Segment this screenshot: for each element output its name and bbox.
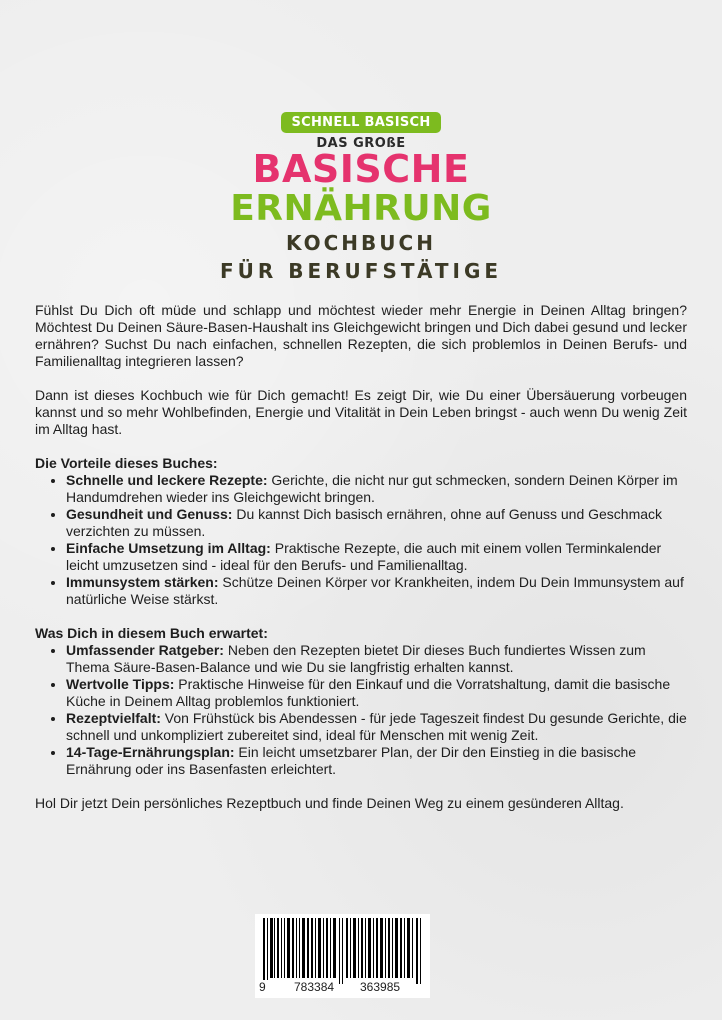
logo-title-ernaehrung: ERNÄHRUNG (230, 188, 492, 229)
barcode-digit-prefix: 9 (259, 980, 266, 994)
list-item: • Immunsystem stärken: Schütze Deinen Körper vor Krankheiten, indem Du Dein Immunsystem auf natürliche Weise stärkst. (66, 574, 687, 608)
blurb (35, 302, 687, 812)
list-item: • Wertvolle Tipps: Praktische Hinweise für den Einkauf und die Vorratshaltung, damit die basische Küche in Deinem Alltag problemlos funktioniert. (66, 676, 687, 710)
list-item: • Umfassender Ratgeber: Neben den Rezepten bietet Dir dieses Buch fundiertes Wissen zum Thema Säure-Basen-Balance und wie Du sie langfristig erhalten kannst. (66, 642, 687, 676)
logo-title-basische: BASISCHE (252, 147, 470, 191)
series-badge: SCHNELL BASISCH (281, 112, 440, 133)
logo-title-audience: FÜR BERUFSTÄTIGE (219, 259, 503, 283)
intro-paragraph-2: Dann ist dieses Kochbuch wie für Dich gemacht! Es zeigt Dir, wie Du einer Übersäuerung vorbeugen kannst und so mehr Wohlbefinden, Energie und Vitalität in Dein Leben bringst - auch wenn Du wenig Zeit im Alltag hast. (35, 387, 687, 437)
barcode-digits-left: 783384 (294, 980, 335, 994)
expect-heading: Was Dich in diesem Buch erwartet: (35, 625, 268, 641)
list-item: • Gesundheit und Genuss: Du kannst Dich basisch ernähren, ohne auf Genuss und Geschmack verzichten zu müssen. (66, 506, 687, 540)
expect-list (35, 642, 687, 778)
logo-title-kochbuch: KOCHBUCH (286, 231, 436, 255)
benefits-list (35, 472, 687, 608)
barcode-bars (261, 918, 424, 984)
list-item: • Einfache Umsetzung im Alltag: Praktische Rezepte, die auch mit einem vollen Terminkalender leicht umzusetzen sind - ideal für den Berufs- und Familienalltag. (66, 540, 687, 574)
closing-paragraph: Hol Dir jetzt Dein persönliches Rezeptbuch und finde Deinen Weg zu einem gesünderen Alltag. (35, 795, 624, 811)
barcode-digits-right: 363985 (360, 980, 401, 994)
list-item: • Schnelle und leckere Rezepte: Gerichte, die nicht nur gut schmecken, sondern Deinen Körper im Handumdrehen wieder ins Gleichgewicht bringen. (66, 472, 687, 506)
book-logo (0, 112, 722, 283)
list-item: • Rezeptvielfalt: Von Frühstück bis Abendessen - für jede Tageszeit findest Du gesunde Gerichte, die schnell und unkompliziert zubereitet sind, ideal für Menschen mit wenig Zeit. (66, 710, 687, 744)
logo-subtitle: DAS GROßE (316, 136, 406, 151)
intro-paragraph: Fühlst Du Dich oft müde und schlapp und möchtest wieder mehr Energie in Deinen Alltag bringen? Möchtest Du Deinen Säure-Basen-Haushalt ins Gleichgewicht bringen und Dich dabei gesund und lecker ernähren? Suchst Du nach einfachen, schnellen Rezepten, die sich problemlos in Deinen Berufs- und Familienalltag integrieren lassen? (35, 302, 687, 369)
list-item: • 14-Tage-Ernährungsplan: Ein leicht umsetzbarer Plan, der Dir den Einstieg in die basische Ernährung oder ins Basenfasten erleichtert. (66, 744, 687, 778)
isbn-barcode (255, 914, 430, 998)
benefits-heading: Die Vorteile dieses Buches: (35, 455, 218, 471)
